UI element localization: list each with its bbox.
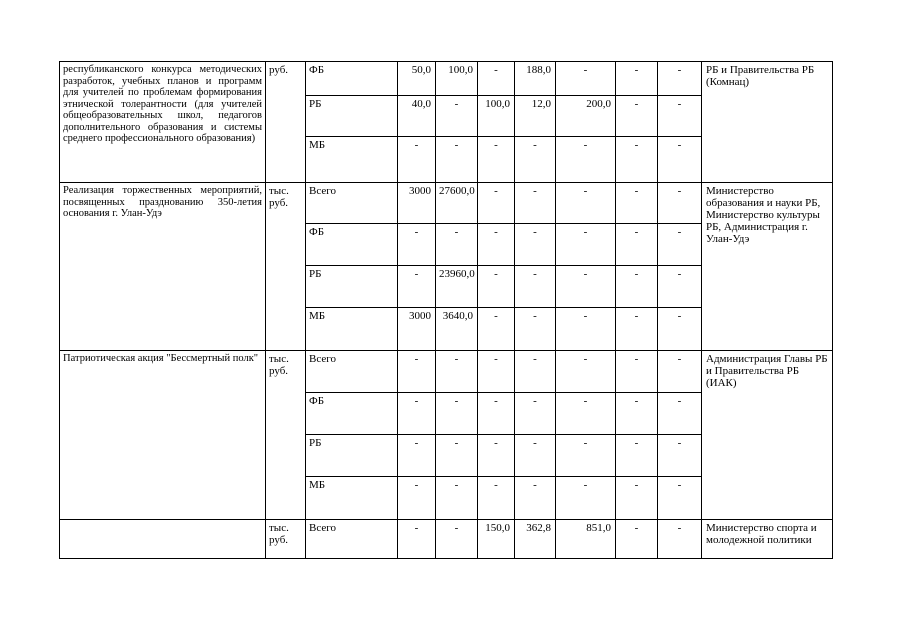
value-cell: - xyxy=(616,477,658,520)
unit-cell: тыс. руб. xyxy=(266,520,306,559)
value-cell: - xyxy=(436,137,478,183)
value-cell: - xyxy=(515,183,556,224)
value-cell: 23960,0 xyxy=(436,266,478,308)
value-cell: - xyxy=(398,520,436,559)
value-cell: - xyxy=(398,266,436,308)
value-cell: 851,0 xyxy=(556,520,616,559)
value-cell: - xyxy=(436,477,478,520)
funding-source: МБ xyxy=(306,308,398,351)
value-cell: - xyxy=(616,62,658,96)
value-cell: - xyxy=(515,224,556,266)
value-cell: - xyxy=(515,266,556,308)
value-cell: - xyxy=(436,351,478,393)
value-cell: - xyxy=(478,477,515,520)
unit-cell: тыс. руб. xyxy=(266,183,306,351)
value-cell: - xyxy=(436,224,478,266)
value-cell: - xyxy=(658,435,702,477)
value-cell: - xyxy=(616,266,658,308)
measure-description: Патриотическая акция "Бессмертный полк" xyxy=(60,351,266,520)
table-row xyxy=(60,183,833,224)
measure-description: Реализация торжественных мероприятий, посвященных празднованию 350-летия основания г. Улан-Удэ xyxy=(60,183,266,351)
value-cell: - xyxy=(658,520,702,559)
value-cell: - xyxy=(478,308,515,351)
value-cell: - xyxy=(616,137,658,183)
value-cell: - xyxy=(398,137,436,183)
value-cell: - xyxy=(616,393,658,435)
value-cell: - xyxy=(478,351,515,393)
value-cell: - xyxy=(478,393,515,435)
value-cell: 3000 xyxy=(398,308,436,351)
value-cell: - xyxy=(616,435,658,477)
value-cell: 3640,0 xyxy=(436,308,478,351)
funding-source: РБ xyxy=(306,435,398,477)
value-cell: - xyxy=(616,351,658,393)
value-cell: - xyxy=(616,308,658,351)
value-cell: - xyxy=(616,96,658,137)
value-cell: 150,0 xyxy=(478,520,515,559)
value-cell: - xyxy=(398,477,436,520)
responsible-cell: РБ и Правительства РБ (Комнац) xyxy=(702,62,833,183)
funding-source: Всего xyxy=(306,520,398,559)
value-cell: - xyxy=(658,351,702,393)
value-cell: - xyxy=(515,393,556,435)
value-cell: - xyxy=(478,137,515,183)
responsible-cell: Министерство образования и науки РБ, Министерство культуры РБ, Администрация г. Улан-Удэ xyxy=(702,183,833,351)
funding-source: РБ xyxy=(306,96,398,137)
value-cell: - xyxy=(436,435,478,477)
value-cell: - xyxy=(478,183,515,224)
value-cell: 362,8 xyxy=(515,520,556,559)
value-cell: - xyxy=(398,435,436,477)
value-cell: - xyxy=(436,96,478,137)
value-cell: - xyxy=(478,266,515,308)
value-cell: - xyxy=(556,435,616,477)
value-cell: - xyxy=(658,266,702,308)
value-cell: 100,0 xyxy=(478,96,515,137)
value-cell: - xyxy=(515,477,556,520)
value-cell: - xyxy=(658,183,702,224)
value-cell: - xyxy=(616,520,658,559)
value-cell: - xyxy=(478,224,515,266)
value-cell: - xyxy=(436,393,478,435)
value-cell: 200,0 xyxy=(556,96,616,137)
responsible-cell: Администрация Главы РБ и Правительства РБ (ИАК) xyxy=(702,351,833,520)
value-cell: - xyxy=(398,224,436,266)
table-row xyxy=(60,520,833,559)
value-cell: 50,0 xyxy=(398,62,436,96)
funding-source: ФБ xyxy=(306,224,398,266)
value-cell: - xyxy=(515,137,556,183)
funding-source: ФБ xyxy=(306,393,398,435)
value-cell: 188,0 xyxy=(515,62,556,96)
value-cell: 3000 xyxy=(398,183,436,224)
value-cell: - xyxy=(658,477,702,520)
value-cell: - xyxy=(658,96,702,137)
value-cell: - xyxy=(556,393,616,435)
value-cell: - xyxy=(658,224,702,266)
value-cell: - xyxy=(515,435,556,477)
value-cell: - xyxy=(556,477,616,520)
value-cell: - xyxy=(658,393,702,435)
value-cell: - xyxy=(658,308,702,351)
value-cell: - xyxy=(398,393,436,435)
value-cell: - xyxy=(658,137,702,183)
measure-description: республиканского конкурса методических разработок, учебных планов и программ для учителей по проблемам формирования этнической толерантности (для учителей общеобразовательных школ, педагогов дополнительного образования и системы среднего профессионального образования) xyxy=(60,62,266,183)
value-cell: - xyxy=(556,224,616,266)
unit-cell: руб. xyxy=(266,62,306,183)
value-cell: - xyxy=(556,183,616,224)
value-cell: - xyxy=(515,351,556,393)
funding-source: МБ xyxy=(306,137,398,183)
value-cell: - xyxy=(658,62,702,96)
measure-description xyxy=(60,520,266,559)
value-cell: - xyxy=(515,308,556,351)
value-cell: - xyxy=(436,520,478,559)
unit-cell: тыс. руб. xyxy=(266,351,306,520)
value-cell: 12,0 xyxy=(515,96,556,137)
table-row xyxy=(60,62,833,96)
value-cell: - xyxy=(478,62,515,96)
value-cell: - xyxy=(556,351,616,393)
value-cell: 27600,0 xyxy=(436,183,478,224)
funding-source: Всего xyxy=(306,183,398,224)
funding-source: РБ xyxy=(306,266,398,308)
budget-table xyxy=(59,61,833,559)
funding-source: Всего xyxy=(306,351,398,393)
value-cell: - xyxy=(556,137,616,183)
value-cell: - xyxy=(478,435,515,477)
table-row xyxy=(60,351,833,393)
value-cell: - xyxy=(616,224,658,266)
value-cell: - xyxy=(556,308,616,351)
value-cell: - xyxy=(556,266,616,308)
value-cell: - xyxy=(616,183,658,224)
value-cell: - xyxy=(398,351,436,393)
funding-source: МБ xyxy=(306,477,398,520)
responsible-cell: Министерство спорта и молодежной политики xyxy=(702,520,833,559)
value-cell: - xyxy=(556,62,616,96)
value-cell: 40,0 xyxy=(398,96,436,137)
value-cell: 100,0 xyxy=(436,62,478,96)
funding-source: ФБ xyxy=(306,62,398,96)
